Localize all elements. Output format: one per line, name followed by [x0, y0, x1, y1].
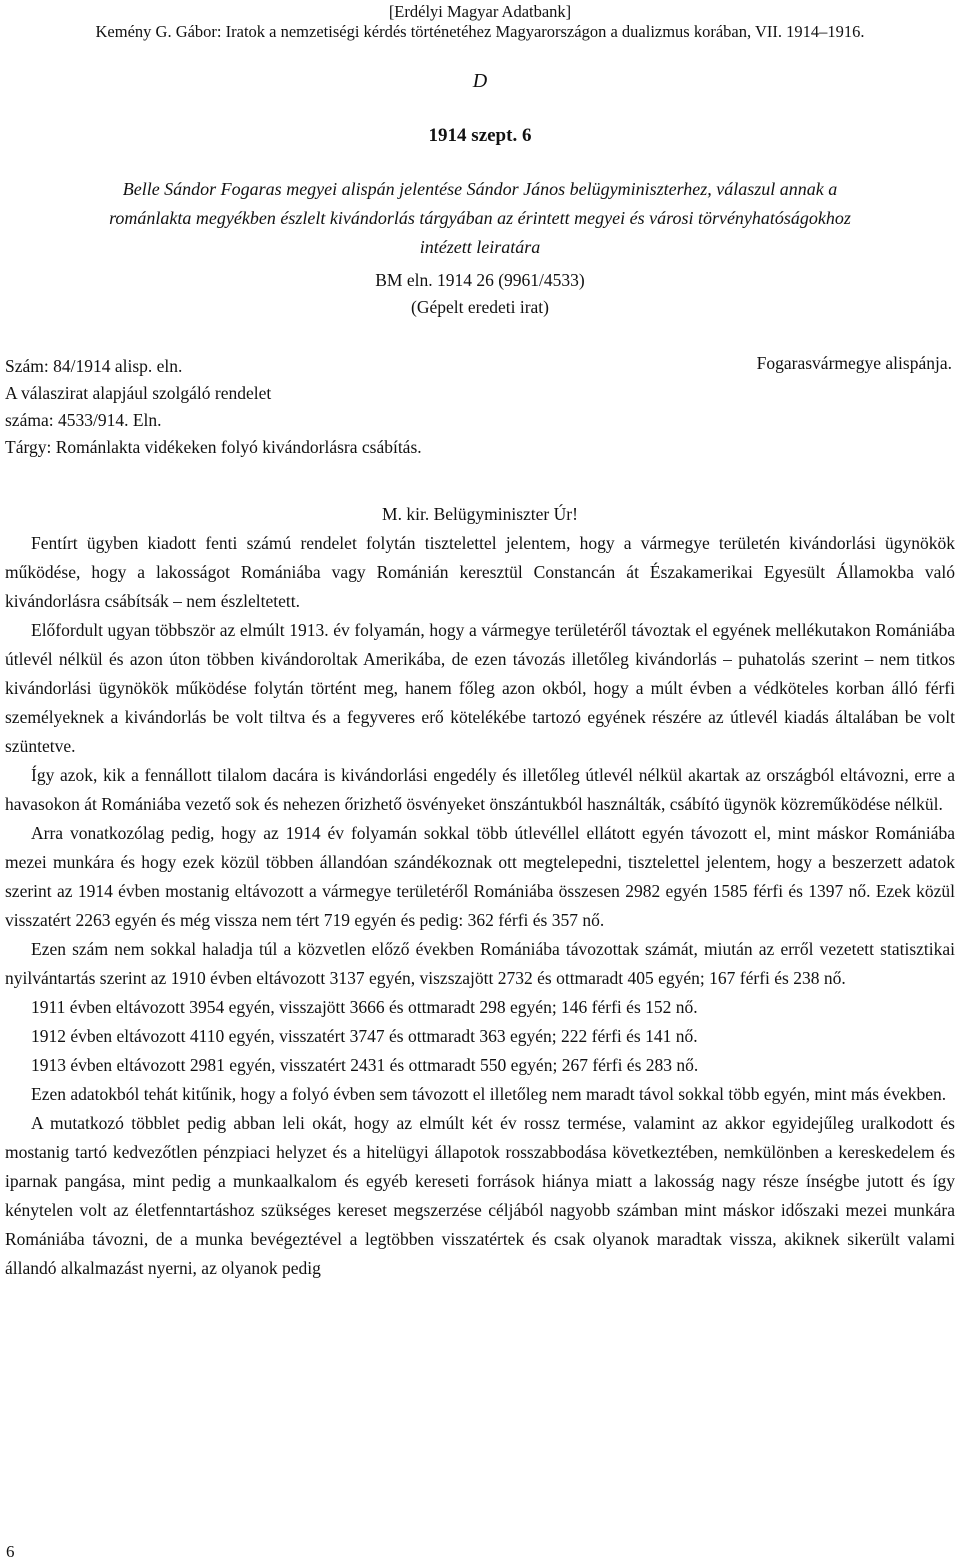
- meta-reference: A válaszirat alapjául szolgáló rendelet: [5, 383, 272, 403]
- meta-subject: Tárgy: Románlakta vidékeken folyó kivándorlásra csábítás.: [5, 437, 422, 457]
- paragraph: Ezen adatokból tehát kitűnik, hogy a folyó évben sem távozott el illetőleg nem maradt távol sokkal több egyén, mint más években.: [31, 1084, 947, 1104]
- paragraph: 1913 évben eltávozott 2981 egyén, visszatért 2431 és ottmaradt 550 egyén; 267 férfi és 283 nő.: [31, 1055, 699, 1075]
- salutation: M. kir. Belügyminiszter Úr!: [382, 504, 578, 524]
- office-name: Fogarasvármegye alispánja.: [756, 353, 952, 373]
- document-letter: D: [472, 70, 488, 92]
- meta-reference-number: száma: 4533/914. Eln.: [5, 410, 162, 430]
- paragraph: Ezen szám nem sokkal haladja túl a közvetlen előző években Romániába távozottak számát, miután az erről vezetett statisztikai nyilvántartás szerint az 1910 évben eltávozott 3137 egyén, viszszajött 2732 és ottmaradt 405 egyén; 167 férfi és 238 nő.: [5, 939, 955, 988]
- page-number: 6: [6, 1542, 15, 1561]
- source-header: [Erdélyi Magyar Adatbank]: [388, 2, 572, 21]
- paragraph: 1912 évben eltávozott 4110 egyén, visszatért 3747 és ottmaradt 363 egyén; 222 férfi és 141 nő.: [31, 1026, 698, 1046]
- archive-reference: BM eln. 1914 26 (9961/4533): [375, 270, 585, 290]
- paragraph: Így azok, kik a fennállott tilalom dacára is kivándorlási engedély és illetőleg útlevél nélkül akartak az országból eltávozni, erre a havasokon át Romániába vezető sok és nehezen őrizhető ösvényeket önszántukból használták, csábító ügynök közreműködése nélkül.: [5, 765, 955, 814]
- document-meta: [5, 353, 605, 461]
- paragraph: Fentírt ügyben kiadott fenti számú rendelet folytán tisztelettel jelentem, hogy a vármegye területén kivándorlási ügynökök működése, hogy a lakosságot Romániába vagy Románián keresztül Constancán át Északamerikai Egyesült Államokba való kivándorlásra csábítsák – nem észleltetett.: [5, 533, 955, 611]
- document-date: 1914 szept. 6: [428, 125, 532, 146]
- paragraph: 1911 évben eltávozott 3954 egyén, visszajött 3666 és ottmaradt 298 egyén; 146 férfi és 152 nő.: [31, 997, 698, 1017]
- meta-number: Szám: 84/1914 alisp. eln.: [5, 356, 183, 376]
- paragraph: Előfordult ugyan többször az elmúlt 1913. év folyamán, hogy a vármegye területéről távoztak el egyének mellékutakon Romániába útlevél nélkül és azon úton többen kivándoroltak Amerikába, de ezen távozás illetőleg kivándorlás – puhatolás szerint – nem titkos kivándorlási ügynökök működése folytán történt meg, hanem főleg azon okból, hogy a múlt évben a védköteles korban álló férfi személyeknek a kivándorlás be volt tiltva és a fegyveres erő kötelékébe tartozó egyének részére az útlevél kiadás általában be volt szüntetve.: [5, 620, 955, 756]
- paragraph: Arra vonatkozólag pedig, hogy az 1914 év folyamán sokkal több útlevéllel ellátott egyén távozott el, mint máskor Romániába mezei munkára és hogy ezek közül többen állandóan szándékoznak ott megtelepedni, tisztelettel jelentem, hogy a beszerzett adatok szerint az 1914 évben mostanig eltávozott a vármegye területéről Romániába összesen 2982 egyén 1585 férfi és 1397 nő. Ezek közül visszatért 2263 egyén és még vissza nem tért 719 egyén és pedig: 362 férfi és 357 nő.: [5, 823, 955, 930]
- archive-note: (Gépelt eredeti irat): [411, 297, 549, 317]
- document-body: [5, 529, 955, 1283]
- citation-header: Kemény G. Gábor: Iratok a nemzetiségi kérdés történetéhez Magyarországon a dualizmus korában, VII. 1914–1916.: [95, 22, 865, 41]
- document-title: Belle Sándor Fogaras megyei alispán jelentése Sándor János belügyminiszterhez, válaszul annak a románlakta megyékben észlelt kivándorlás tárgyában az érintett megyei és városi törvényhatóságokhoz intézett leiratára: [109, 179, 851, 257]
- paragraph: A mutatkozó többlet pedig abban leli okát, hogy az elmúlt két év rossz termése, valamint az akkor egyidejűleg uralkodott és mostanig tartó kedvezőtlen pénzpiaci helyzet és a hitelügyi állapotok rosszabbodása következtében, nemkülönben a kereskedelem és iparnak pangása, mint pedig a munkaalkalom és egyéb kereseti források hiánya miatt a lakosság nagy része ínségbe jutott és így kénytelen volt az életfenntartáshoz szükséges kereset megszerzése céljából nagyobb számban mint máskor időszaki mezei munkára Romániába távozni, de a munka bevégeztével a legtöbben visszatértek és csak olyanok maradtak vissza, akiknek sikerült valami állandó alkalmazást nyerni, az olyanok pedig: [5, 1113, 955, 1278]
